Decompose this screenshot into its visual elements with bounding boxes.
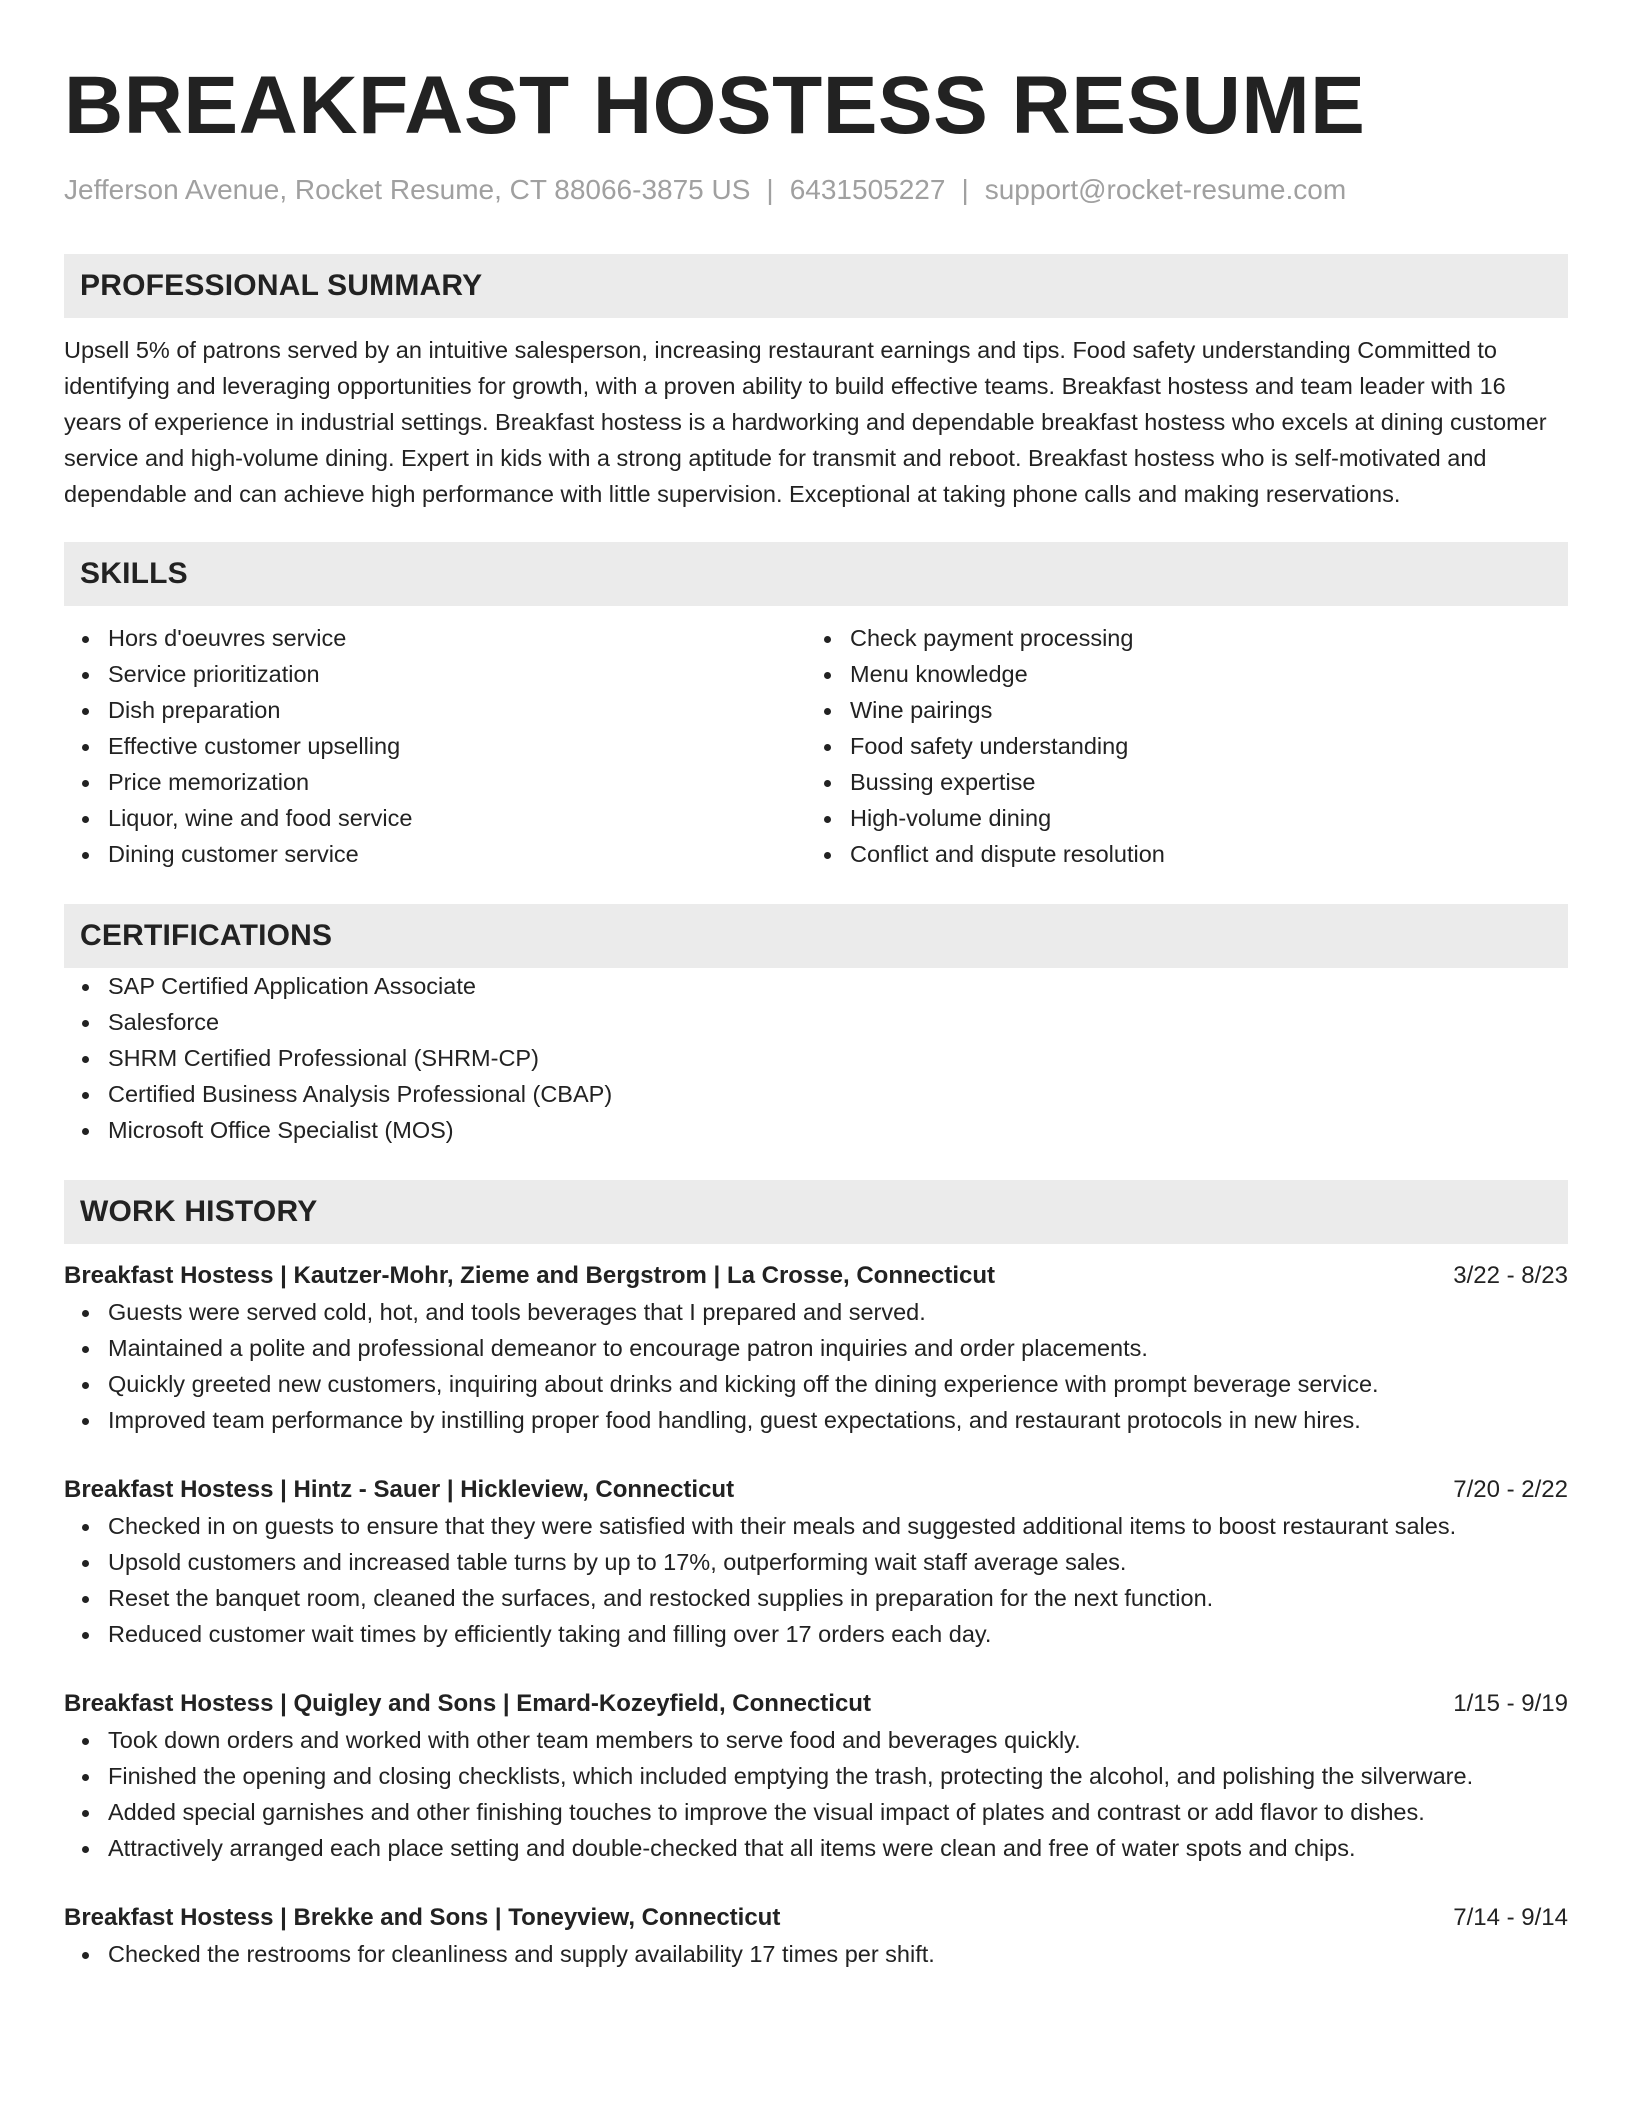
job-bullet: Improved team performance by instilling proper food handling, guest expectations, and restaurant protocols in new hires. xyxy=(64,1402,1568,1438)
job-bullets xyxy=(64,1936,1568,1972)
skill-item: Food safety understanding xyxy=(806,728,1548,764)
job-bullets xyxy=(64,1508,1568,1652)
job-bullet: Maintained a polite and professional demeanor to encourage patron inquiries and order placements. xyxy=(64,1330,1568,1366)
certifications-list xyxy=(64,968,1568,1148)
skill-item: Menu knowledge xyxy=(806,656,1548,692)
job-bullet: Guests were served cold, hot, and tools beverages that I prepared and served. xyxy=(64,1294,1568,1330)
skill-item: Wine pairings xyxy=(806,692,1548,728)
job-title: Breakfast Hostess | Kautzer-Mohr, Zieme and Bergstrom | La Crosse, Connecticut xyxy=(64,1262,995,1289)
job-bullet: Took down orders and worked with other team members to serve food and beverages quickly. xyxy=(64,1722,1568,1758)
skill-item: High-volume dining xyxy=(806,800,1548,836)
skills-grid xyxy=(64,620,1568,872)
job-header xyxy=(64,1258,1568,1294)
professional-summary-section xyxy=(64,254,1568,512)
contact-email: support@rocket-resume.com xyxy=(984,174,1347,205)
job-bullets xyxy=(64,1294,1568,1438)
job-bullet: Added special garnishes and other finishing touches to improve the visual impact of plates and contrast or add flavor to dishes. xyxy=(64,1794,1568,1830)
job-header xyxy=(64,1900,1568,1936)
skills-section xyxy=(64,542,1568,872)
skill-item: Price memorization xyxy=(64,764,806,800)
contact-phone: 6431505227 xyxy=(789,174,946,205)
summary-text: Upsell 5% of patrons served by an intuitive salesperson, increasing restaurant earnings and tips. Food safety understanding Committed to identifying and leveraging opportunities for growth, with a proven ability to build effective teams. Breakfast hostess and team leader with 16 years of experience in industrial settings. Breakfast hostess is a hardworking and dependable breakfast hostess who excels at dining customer service and high-volume dining. Expert in kids with a strong aptitude for transmit and reboot. Breakfast hostess who is self-motivated and dependable and can achieve high performance with little supervision. Exceptional at taking phone calls and making reservations. xyxy=(64,337,1547,507)
job-dates: 7/14 - 9/14 xyxy=(1453,1904,1568,1931)
section-heading: SKILLS xyxy=(64,542,1568,606)
job-title: Breakfast Hostess | Brekke and Sons | Toneyview, Connecticut xyxy=(64,1904,781,1931)
skills-list-left xyxy=(64,620,806,872)
certification-item: Certified Business Analysis Professional (CBAP) xyxy=(64,1076,1568,1112)
certification-item: Microsoft Office Specialist (MOS) xyxy=(64,1112,1568,1148)
job-title: Breakfast Hostess | Hintz - Sauer | Hickleview, Connecticut xyxy=(64,1476,735,1503)
skill-item: Bussing expertise xyxy=(806,764,1548,800)
job-bullets xyxy=(64,1722,1568,1866)
contact-address: Jefferson Avenue, Rocket Resume, CT 88066-3875 US xyxy=(64,174,751,205)
skill-item: Check payment processing xyxy=(806,620,1548,656)
skill-item: Hors d'oeuvres service xyxy=(64,620,806,656)
skill-item: Dining customer service xyxy=(64,836,806,872)
job-dates: 7/20 - 2/22 xyxy=(1453,1476,1568,1503)
work-history-section xyxy=(64,1180,1568,1972)
skill-item: Service prioritization xyxy=(64,656,806,692)
job-entry xyxy=(64,1686,1568,1866)
certification-item: SHRM Certified Professional (SHRM-CP) xyxy=(64,1040,1568,1076)
job-entry xyxy=(64,1258,1568,1438)
skill-item: Liquor, wine and food service xyxy=(64,800,806,836)
skill-item: Effective customer upselling xyxy=(64,728,806,764)
job-entry xyxy=(64,1900,1568,1972)
contact-separator: | xyxy=(766,174,774,205)
job-header xyxy=(64,1472,1568,1508)
section-heading: WORK HISTORY xyxy=(64,1180,1568,1244)
job-bullet: Checked the restrooms for cleanliness and supply availability 17 times per shift. xyxy=(64,1936,1568,1972)
job-bullet: Reduced customer wait times by efficiently taking and filling over 17 orders each day. xyxy=(64,1616,1568,1652)
job-bullet: Finished the opening and closing checklists, which included emptying the trash, protecting the alcohol, and polishing the silverware. xyxy=(64,1758,1568,1794)
skill-item: Dish preparation xyxy=(64,692,806,728)
section-heading: PROFESSIONAL SUMMARY xyxy=(64,254,1568,318)
job-dates: 3/22 - 8/23 xyxy=(1453,1262,1568,1289)
section-heading: CERTIFICATIONS xyxy=(64,904,1568,968)
job-dates: 1/15 - 9/19 xyxy=(1453,1690,1568,1717)
certification-item: SAP Certified Application Associate xyxy=(64,968,1568,1004)
job-bullet: Upsold customers and increased table turns by up to 17%, outperforming wait staff average sales. xyxy=(64,1544,1568,1580)
skill-item: Conflict and dispute resolution xyxy=(806,836,1548,872)
job-bullet: Checked in on guests to ensure that they were satisfied with their meals and suggested additional items to boost restaurant sales. xyxy=(64,1508,1568,1544)
job-bullet: Reset the banquet room, cleaned the surfaces, and restocked supplies in preparation for the next function. xyxy=(64,1580,1568,1616)
certifications-section xyxy=(64,904,1568,1148)
skills-list-right xyxy=(806,620,1548,872)
job-header xyxy=(64,1686,1568,1722)
job-bullet: Quickly greeted new customers, inquiring about drinks and kicking off the dining experience with prompt beverage service. xyxy=(64,1366,1568,1402)
resume-title: BREAKFAST HOSTESS RESUME xyxy=(64,60,1366,151)
certification-item: Salesforce xyxy=(64,1004,1568,1040)
job-bullet: Attractively arranged each place setting and double-checked that all items were clean and free of water spots and chips. xyxy=(64,1830,1568,1866)
job-title: Breakfast Hostess | Quigley and Sons | Emard-Kozeyfield, Connecticut xyxy=(64,1690,871,1717)
contact-line xyxy=(64,172,1568,208)
job-entry xyxy=(64,1472,1568,1652)
contact-separator: | xyxy=(961,174,969,205)
